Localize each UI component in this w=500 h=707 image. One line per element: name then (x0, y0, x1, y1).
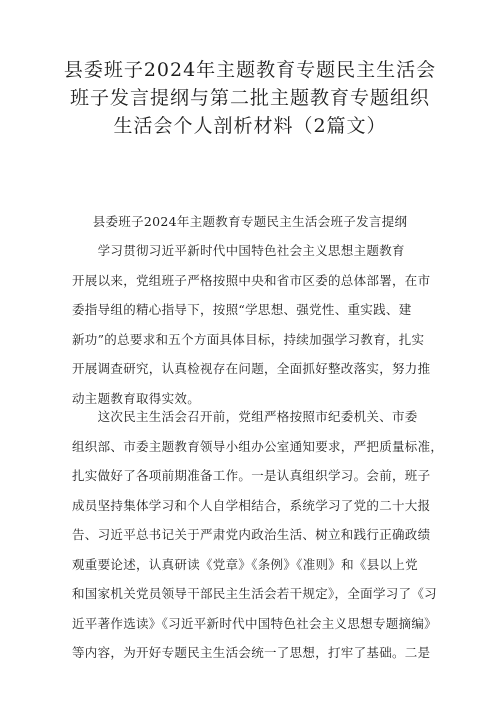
paragraph-line: 委指导组的精心指导下，按照“学思想、强党性、重实践、建 (72, 302, 412, 317)
paragraph-line: 近平著作选读》《习近平新时代中国特色社会主义思想专题摘编》 (72, 615, 437, 631)
document-title-line-2: 班子发言提纲与第二批主题教育专题组织 (69, 87, 430, 109)
paragraph-line: 组织部、市委主题教育领导小组办公室通知要求，严把质量标准， (72, 438, 444, 454)
paragraph-line: 动主题教育取得实效。 (72, 390, 201, 406)
paragraph-line: 告、习近平总书记关于严肃党内政治生活、树立和践行正确政绩 (72, 527, 431, 542)
paragraph-line: 学习贯彻习近平新时代中国特色社会主义思想主题教育 (72, 243, 405, 258)
document-title-line-3: 生活会个人剖析材料（2篇文） (113, 115, 387, 137)
section-heading: 县委班子2024年主题教育专题民主生活会班子发言提纲 (92, 214, 408, 229)
paragraph-line: 成员坚持集体学习和个人自学相结合，系统学习了党的二十大报 (72, 497, 431, 513)
paragraph-line: 扎实做好了各项前期准备工作。一是认真组织学习。会前，班子 (72, 468, 431, 483)
paragraph-1 (72, 236, 434, 413)
paragraph-line: 开展调查研究，认真检视存在问题，全面抓好整改落实，努力推 (72, 361, 431, 376)
document-title (40, 56, 460, 140)
document-title-line-1: 县委班子2024年主题教育专题民主生活会 (63, 59, 437, 81)
paragraph-line: 观重要论述，认真研读《党章》《条例》《准则》和《县以上党 (72, 556, 418, 572)
paragraph-line: 开展以来，党组班子严格按照中央和省市区委的总体部署，在市 (72, 272, 431, 288)
paragraph-line: 和国家机关党员领导干部民主生活会若干规定》，全面学习了《习 (72, 586, 437, 601)
paragraph-line: 这次民主生活会召开前，党组严格按照市纪委机关、市委 (72, 409, 418, 424)
paragraph-2 (72, 402, 444, 668)
paragraph-line: 新功”的总要求和五个方面具体目标，持续加强学习教育，扎实 (72, 331, 425, 347)
paragraph-line: 等内容，为开好专题民主生活会统一了思想，打牢了基础。二是 (72, 645, 431, 660)
